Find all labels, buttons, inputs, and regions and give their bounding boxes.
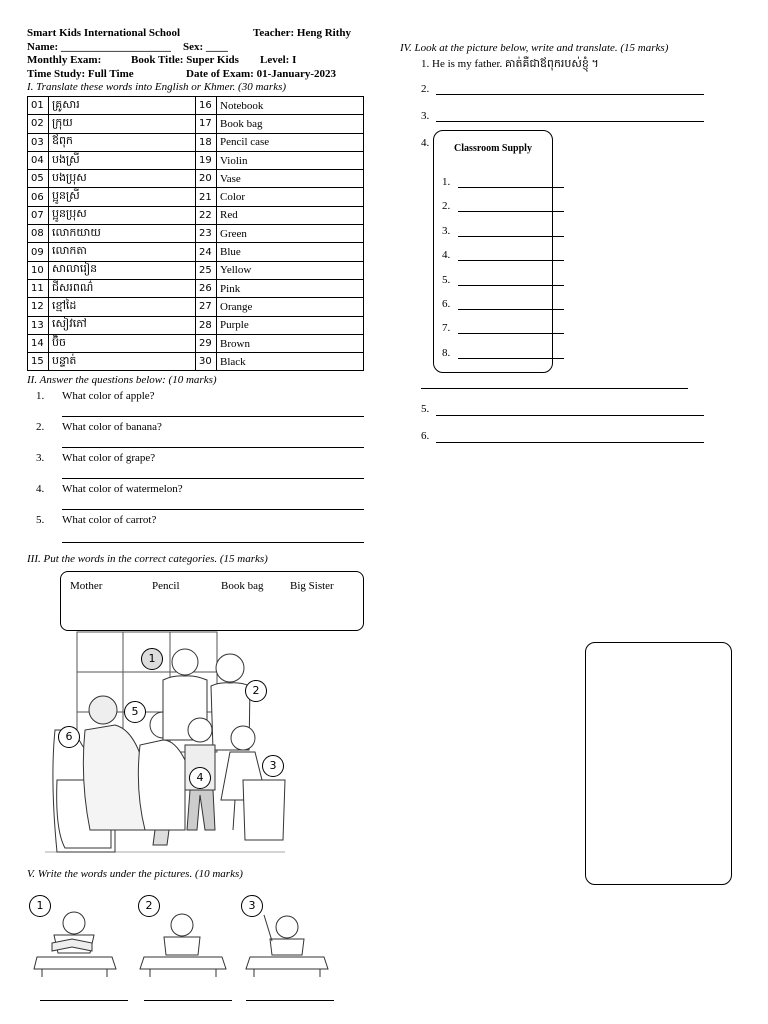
row-number: 11 [28,279,49,297]
example-text: 1. He is my father. គាត់គឺជាឪពុករបស់ខ្ញុំ ។ [421,58,599,70]
english-word: Book bag [217,115,364,133]
row-number: 02 [28,115,49,133]
row-number: 25 [196,261,217,279]
iv-num-6: 6. [421,430,430,442]
khmer-word: ប៊ិច [48,334,195,352]
table-row [28,97,364,115]
khmer-word: ឪពុក [48,133,195,151]
khmer-word: បងប្រុស [48,170,195,188]
table-row [28,133,364,151]
q1-answer-line[interactable] [62,416,364,417]
english-word: Red [217,206,364,224]
khmer-word: សៀវភៅ [48,316,195,334]
classroom-supply-box [433,130,553,373]
khmer-word: ខ្មៅដៃ [48,298,195,316]
row-number: 03 [28,133,49,151]
table-row [28,279,364,297]
table-row [28,188,364,206]
row-number: 16 [196,97,217,115]
v-label-1: 1 [29,895,51,917]
supply-num: 5. [442,273,451,286]
supply-answer-line[interactable] [458,309,564,310]
row-number: 01 [28,97,49,115]
iv-answer-line-2[interactable] [436,94,704,95]
label-6: 6 [58,726,80,748]
english-word: Black [217,353,364,371]
row-number: 19 [196,151,217,169]
supply-num: 6. [442,298,451,310]
khmer-word: ប្អូនប្រុស [48,206,195,224]
khmer-word: លោកយាយ [48,225,195,243]
word-bank-box [60,571,364,631]
level: Level: I [260,54,297,66]
supply-answer-line[interactable] [458,211,564,212]
supply-num: 2. [442,200,451,213]
q2-text: What color of banana? [62,421,162,433]
section5-title: V. Write the words under the pictures. (10 marks) [27,868,243,880]
name-field: Name: ____________________ [27,41,171,53]
khmer-word: បន្ទាត់ [48,353,195,371]
section1-title: I. Translate these words into English or Khmer. (30 marks) [27,81,287,93]
v-label-2: 2 [138,895,160,917]
row-number: 12 [28,298,49,316]
english-word: Notebook [217,97,364,115]
khmer-word: គ្រូសារ [48,97,195,115]
row-number: 06 [28,188,49,206]
row-number: 10 [28,261,49,279]
supply-answer-line[interactable] [458,187,564,188]
table-row [28,170,364,188]
table-row [28,243,364,261]
exam-date: Date of Exam: 01-January-2023 [186,68,337,80]
iv-num-4: 4. [421,137,430,149]
row-number: 14 [28,334,49,352]
q4-text: What color of watermelon? [62,483,183,495]
v-label-3: 3 [241,895,263,917]
q5-num: 5. [36,514,45,526]
v-answer-line-3[interactable] [246,1000,334,1001]
v-answer-line-1[interactable] [40,1000,128,1001]
label-4: 4 [189,767,211,789]
row-number: 22 [196,206,217,224]
english-word: Pencil case [217,133,364,151]
q3-text: What color of grape? [62,452,156,464]
teacher-name: Teacher: Heng Rithy [253,27,351,39]
supply-answer-line[interactable] [458,285,564,286]
q5-text: What color of carrot? [62,514,157,526]
supply-num: 1. [442,176,451,188]
khmer-word: ក្រុយ [48,115,195,133]
english-word: Pink [217,279,364,297]
table-row [28,206,364,224]
english-word: Yellow [217,261,364,279]
supply-num: 3. [442,224,451,237]
book-title: Book Title: Super Kids [131,54,239,66]
supply-answer-line[interactable] [458,333,564,334]
supply-underline [421,388,688,389]
iv-answer-line-6[interactable] [436,442,704,443]
q1-num: 1. [36,390,45,402]
supply-answer-line[interactable] [458,260,564,261]
iv-num-3: 3. [421,110,430,122]
school-name: Smart Kids International School [27,27,181,39]
q4-answer-line[interactable] [62,509,364,510]
english-word: Color [217,188,364,206]
family-illustration [45,630,290,860]
q3-answer-line[interactable] [62,478,364,479]
word-book-bag: Book bag [221,580,264,592]
khmer-word: លោកតា [48,243,195,261]
label-1: 1 [141,648,163,670]
section2-title: II. Answer the questions below: (10 marks) [27,374,217,386]
supply-num: 8. [442,346,451,359]
row-number: 17 [196,115,217,133]
label-3: 3 [262,755,284,777]
row-number: 20 [196,170,217,188]
row-number: 30 [196,353,217,371]
supply-answer-line[interactable] [458,358,564,359]
table-row [28,261,364,279]
table-row [28,353,364,371]
row-number: 23 [196,225,217,243]
table-row [28,151,364,169]
sex-field: Sex: ____ [183,41,228,53]
supply-num: 7. [442,322,451,335]
row-number: 29 [196,334,217,352]
label-2: 2 [245,680,267,702]
q2-answer-line[interactable] [62,447,364,448]
activity-pictures [32,905,342,980]
table-row [28,225,364,243]
english-word: Blue [217,243,364,261]
english-word: Green [217,225,364,243]
section4-title: IV. Look at the picture below, write and translate. (15 marks) [400,42,669,54]
row-number: 05 [28,170,49,188]
word-mother: Mother [70,580,103,592]
english-word: Purple [217,316,364,334]
word-big-sister: Big Sister [290,580,334,592]
khmer-word: បងស្រី [48,151,195,169]
row-number: 13 [28,316,49,334]
row-number: 24 [196,243,217,261]
row-number: 15 [28,353,49,371]
picture-box [585,642,732,885]
q3-num: 3. [36,452,45,464]
supply-title: Classroom Supply [454,143,532,154]
table-row [28,316,364,334]
row-number: 28 [196,316,217,334]
row-number: 04 [28,151,49,169]
table-row [28,298,364,316]
example-sentence [421,57,599,73]
supply-answer-line[interactable] [458,236,564,237]
row-number: 27 [196,298,217,316]
row-number: 21 [196,188,217,206]
iv-answer-line-3[interactable] [436,121,704,122]
q4-num: 4. [36,483,45,495]
iv-answer-line-5[interactable] [436,415,704,416]
khmer-word: ប្អូនស្រី [48,188,195,206]
table-row [28,115,364,133]
table-row [28,334,364,352]
row-number: 18 [196,133,217,151]
khmer-word: សាលារៀន [48,261,195,279]
iv-num-2: 2. [421,83,430,95]
row-number: 09 [28,243,49,261]
row-number: 26 [196,279,217,297]
iv-num-5: 5. [421,403,430,415]
q5-answer-line[interactable] [62,542,364,543]
row-number: 07 [28,206,49,224]
vocab-table [27,96,364,371]
exam-type: Monthly Exam: [27,54,102,66]
time-study: Time Study: Full Time [27,68,134,80]
word-pencil: Pencil [152,580,180,592]
english-word: Orange [217,298,364,316]
supply-num: 4. [442,249,451,262]
english-word: Violin [217,151,364,169]
khmer-word: ជីសរពណ៌ [48,279,195,297]
label-5: 5 [124,701,146,723]
q1-text: What color of apple? [62,390,155,402]
english-word: Vase [217,170,364,188]
row-number: 08 [28,225,49,243]
q2-num: 2. [36,421,45,433]
v-answer-line-2[interactable] [144,1000,232,1001]
english-word: Brown [217,334,364,352]
section3-title: III. Put the words in the correct categories. (15 marks) [27,553,268,565]
